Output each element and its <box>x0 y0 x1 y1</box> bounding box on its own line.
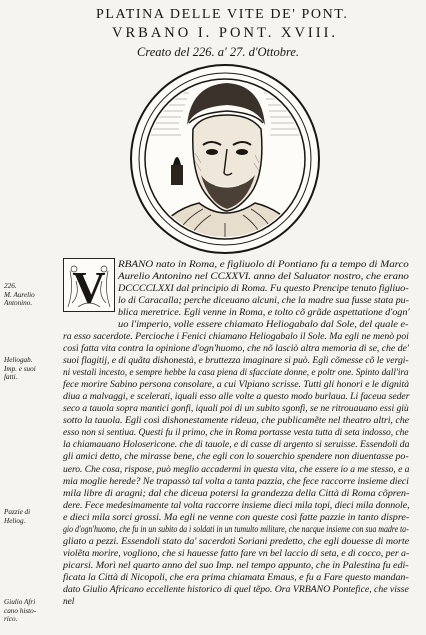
body-text-line: diua a malvaggi, e scelerati, iquali esso alle volte a questo modo burlaua. Li faceua seder <box>63 392 410 403</box>
body-text-line: e dieci mila sorci grossi. Ma egli ne venne con queste così fatte pazzie in tanto dispre- <box>63 512 410 523</box>
drop-cap-letter: V <box>72 262 106 311</box>
portrait-illustration <box>129 63 321 255</box>
pope-portrait-woodcut <box>129 63 321 255</box>
body-text-line: Aurelio Antonino nel CCXXVI. anno del Saluator nostro, che erano <box>118 272 409 283</box>
drop-cap-initial <box>63 258 115 312</box>
chapter-title: VRBANO I. PONT. XVIII. <box>112 25 339 41</box>
body-text-line: RBANO nato in Roma, e figliuolo di Pontiano fu a tempo di Marco <box>118 260 409 270</box>
margin-note <box>4 508 58 525</box>
margin-note <box>4 598 58 624</box>
body-text-line: nel <box>63 596 75 607</box>
body-text-line: ficata la Città di Nicopoli, che era prima chiamata Emaus, e fu a Fare questo mandan- <box>63 572 409 583</box>
body-text-line: mia moglie herede? Ne trapassò tal volta a tanta pazzia, che fece raccorre insieme dieci <box>63 476 409 487</box>
margin-note-line: 226. <box>4 282 17 290</box>
body-text-line: ra esso sacerdote. Percioche i Fenici chiamano Heliogabalo il Sole. Ma egli ne menò poi <box>63 332 409 343</box>
margin-note-line: fatti. <box>4 373 18 381</box>
body-text-line: fece morire Sabino persona consolare, a cui Vlpiano scrisse. Tutti gli honori e le dignità <box>63 380 410 391</box>
body-text-line: sotto la tauola. Egli così dishonestamente rideua, che publicamẽte nel theatro altri, che <box>63 416 410 427</box>
body-text-line: esso non si sentiua. Questi fu il primo, che in Roma portasse vesta tutta di seta indosso, che <box>63 428 409 439</box>
body-text-line: blica meretrice. Egli venne in Roma, e tolto cõ grãde aspettatione d'ogn' <box>118 308 410 319</box>
body-text-line: gliato a pezzi. Essendoli stato da' sacerdoti Soriani predetto, che egli douesse di morte <box>63 536 410 547</box>
body-text-line: dere. Fece medesimamente tal volta raccorre insieme dieci mila topi, dieci mila donnole, <box>63 500 410 511</box>
body-text-line: seco a tauola sopra mantici gonfi, iquali poi di un subito sgonfi, se ne ritrouauano essi giù <box>63 404 409 415</box>
margin-note-line: M. Aurelio <box>4 290 35 299</box>
body-text-line: picarsi. Morì nel quarto anno del suo Imp. nel tempo appunto, che in Palestina fu edi- <box>63 560 409 571</box>
body-text-line: violẽta morire, vogliono, che si hauesse fatto fare vn bel laccio di seta, e di cocco, per a- <box>63 548 410 559</box>
body-text-line: mila libre di aragni; dal che diceua potersi la grandezza della Città di Roma cõpren- <box>63 488 410 499</box>
running-header: PLATINA DELLE VITE DE' PONT. <box>96 7 349 22</box>
body-text-line: uo l'imperio, volle essere chiamato Heliogabalo dal Sole, del quale e- <box>118 320 409 331</box>
margin-note-line: rico. <box>4 615 18 623</box>
margin-note-line: Pazzie di <box>4 508 31 516</box>
body-text-line: gio d'ogn'huomo, che fu in un subito da i soldati in un tumulto militare, che nacque insieme con sua madre ta- <box>63 524 409 535</box>
body-text-line: suoi flagitij, e di quãta dishonestà, e bruttezza imaginare si può. Egli cõmesse cõ le vergi- <box>63 356 409 367</box>
margin-note-line: Giulio Afri <box>4 598 36 606</box>
margin-note-line: Imp. e suoi <box>4 364 36 373</box>
margin-note <box>4 356 58 382</box>
body-text-line: dato Giulio Africano eccellente historico di quel tẽpo. Ora VRBANO Pontefice, che visse <box>63 584 409 595</box>
body-text-line: gli amici detto, che mirasse bene, che egli con lo souerchio spendere non diuentasse po- <box>63 452 409 463</box>
body-text-line: ni vestali incesto, e sempre hebbe la casa piena di sfacciate donne, e poltr one. Spinto dall'ira <box>63 368 409 379</box>
ornamental-initial <box>64 259 114 311</box>
margin-note-line: Heliog. <box>4 516 26 525</box>
margin-note-line: cano histo- <box>4 606 37 615</box>
body-text-line: DCCCCLXXI dal principio di Roma. Fu questo Prencipe tenuto figliuo- <box>118 284 409 295</box>
chapter-subtitle: Creato del 226. a' 27. d'Ottobre. <box>137 45 300 59</box>
body-text-line: la chiamauano Holosericone. che di tauole, e di casse di argento si seruisse. Essendoli da <box>63 440 410 451</box>
body-text-line: così fatta vita contra la opinione d'ogn'huomo, che nõ lasciò altra memoria di se, che de' <box>63 344 409 355</box>
margin-note-line: Heliogab. <box>4 356 33 364</box>
margin-note-line: Antonino. <box>4 299 33 307</box>
body-text-line: lo di Caracalla; perche diceuano alcuni, che la madre sua fusse stata pu- <box>118 296 409 307</box>
body-text-line: uero. Che cosa, rispose, può meglio accadermi in questa vita, che essere io a me stesso, e a <box>63 464 410 475</box>
margin-note <box>4 282 58 308</box>
